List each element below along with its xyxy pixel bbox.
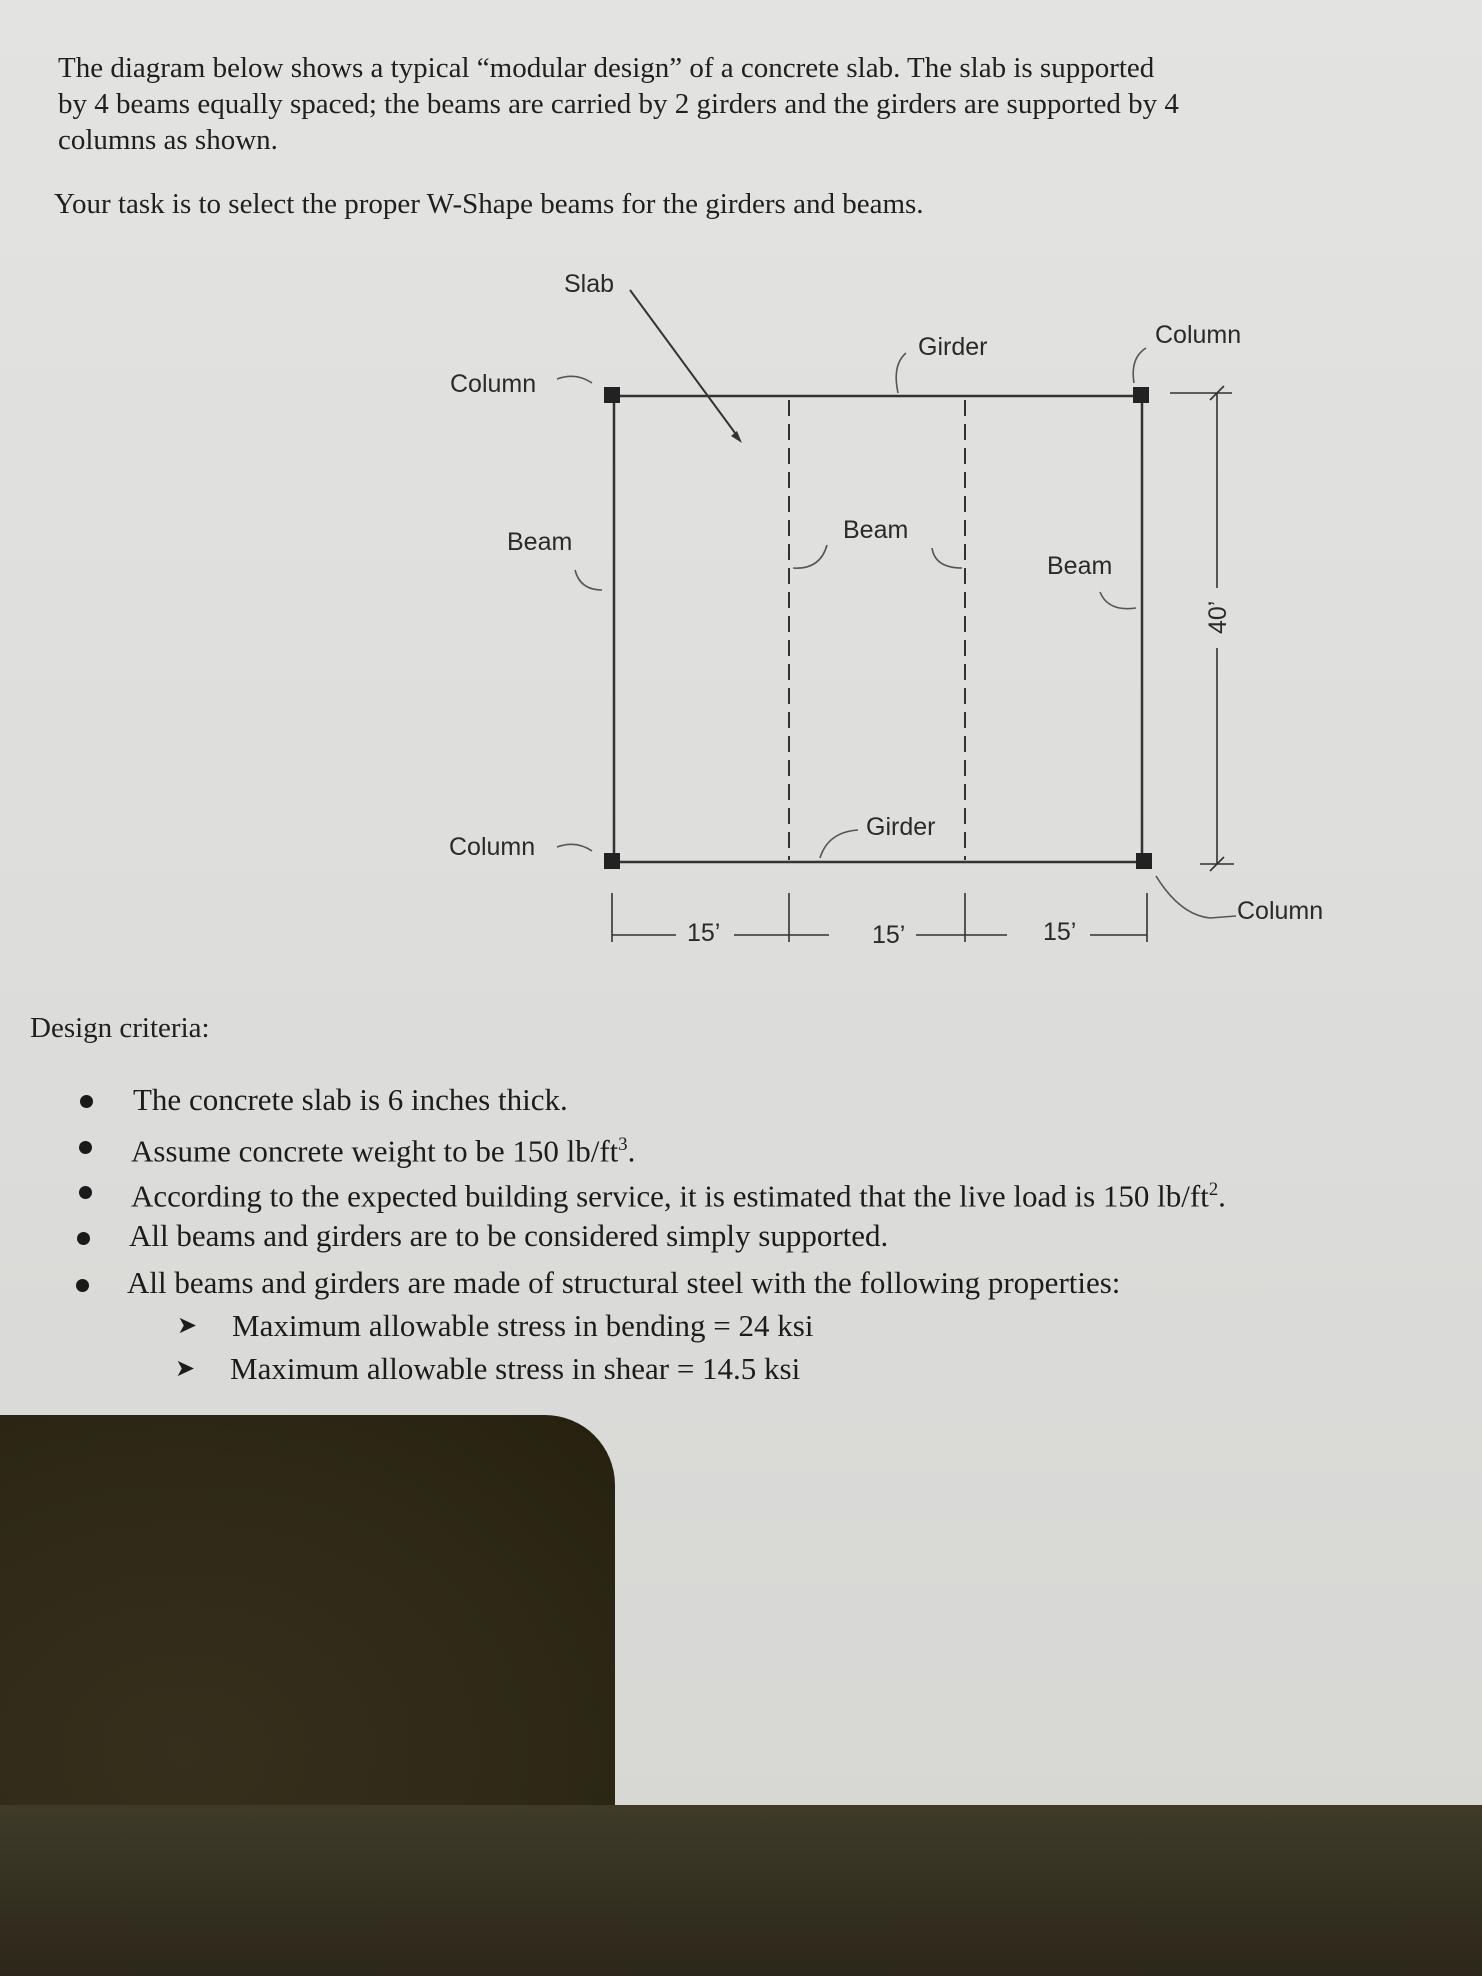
leader-beam-left: [575, 570, 602, 590]
column-square-bottom-right: [1136, 853, 1152, 869]
criteria-item-2: Assume concrete weight to be 150 $lb/ft^3$.: [131, 1133, 636, 1169]
intro-line-1: The diagram below shows a typical “modular design” of a concrete slab. The slab is supported: [58, 52, 1155, 84]
bullet-dot: [77, 1232, 90, 1245]
height-dimension-label: 40’: [1204, 600, 1232, 634]
span-label-1: 15’: [687, 919, 721, 947]
sub-item-bending: Maximum allowable stress in bending = 24 ksi: [232, 1308, 814, 1343]
slab-label: Slab: [564, 270, 615, 298]
slab-arrow: [630, 290, 738, 437]
criteria-item-1: The concrete slab is 6 inches thick.: [133, 1082, 568, 1117]
leader-column-br: [1156, 876, 1236, 918]
criteria-item-3: According to the expected building service, it is estimated that the live load is 150 $lb/ft^2$.: [131, 1178, 1226, 1214]
span-label-2: 15’: [872, 921, 906, 949]
span-label-3: 15’: [1043, 918, 1077, 946]
leader-girder-bottom: [820, 830, 858, 858]
leader-beam-right: [1100, 592, 1136, 609]
criteria-item-5: All beams and girders are made of structural steel with the following properties:: [127, 1265, 1121, 1300]
leader-column-tr: [1133, 348, 1146, 383]
girder-label-bottom: Girder: [866, 813, 936, 841]
arrow-bullet-icon: ➤: [175, 1354, 196, 1382]
slab-arrowhead: [731, 431, 742, 443]
column-square-top-right: [1133, 387, 1149, 403]
beam-label-right: Beam: [1047, 552, 1113, 580]
girder-label-top: Girder: [918, 333, 988, 361]
beam-label-middle: Beam: [843, 516, 909, 544]
leader-column-bl: [557, 844, 592, 851]
beam-label-left: Beam: [507, 528, 573, 556]
column-label-bottom-right: Column: [1237, 897, 1324, 925]
leader-girder-top: [896, 353, 906, 393]
bullet-dot: [79, 1141, 92, 1154]
column-label-top-left: Column: [450, 370, 537, 398]
arrow-bullet-icon: ➤: [177, 1311, 198, 1339]
column-square-bottom-left: [604, 853, 620, 869]
task-statement: Your task is to select the proper W-Shape beams for the girders and beams.: [54, 188, 924, 220]
leader-beam-middle-b: [932, 548, 962, 568]
bullet-dot: [80, 1095, 93, 1108]
leader-beam-middle-a: [793, 545, 827, 568]
intro-line-3: columns as shown.: [58, 124, 278, 156]
column-label-bottom-left: Column: [449, 833, 536, 861]
desk-surface: [0, 1805, 1482, 1976]
leader-column-tl: [557, 376, 592, 383]
column-square-top-left: [604, 387, 620, 403]
criteria-heading: Design criteria:: [30, 1012, 210, 1044]
bullet-dot: [79, 1186, 92, 1199]
column-label-top-right: Column: [1155, 321, 1242, 349]
intro-line-2: by 4 beams equally spaced; the beams are carried by 2 girders and the girders are supported by 4: [58, 88, 1179, 120]
sub-item-shear: Maximum allowable stress in shear = 14.5 ksi: [230, 1351, 801, 1386]
bullet-dot: [76, 1279, 89, 1292]
criteria-item-4: All beams and girders are to be considered simply supported.: [129, 1218, 889, 1253]
